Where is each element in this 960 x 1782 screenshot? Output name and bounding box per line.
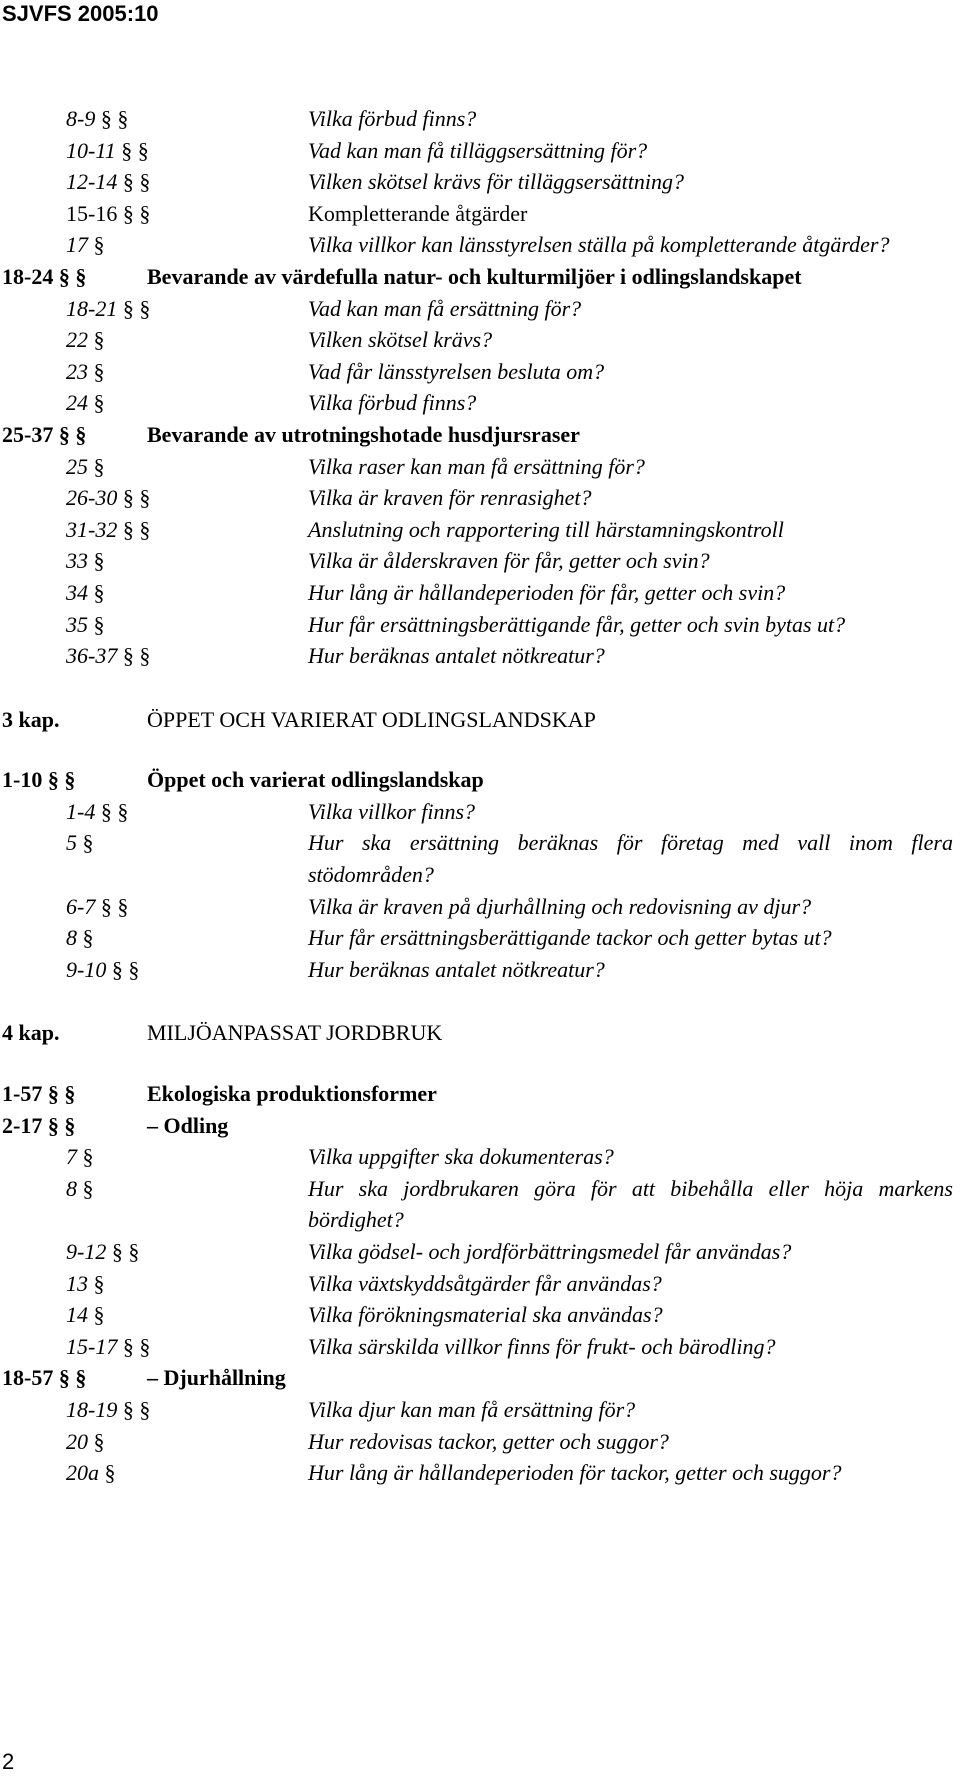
paragraph-number-text: 1-57 bbox=[2, 1081, 43, 1107]
entry-text: Vilka uppgifter ska dokumenteras? bbox=[308, 1144, 614, 1170]
section-sign-icon: § § bbox=[106, 956, 140, 982]
section-sign-icon: § bbox=[77, 1175, 94, 1201]
section-sign-icon: § bbox=[88, 390, 105, 416]
paragraph-number-text: 36-37 bbox=[66, 643, 118, 669]
entry-text: Vilka förbud finns? bbox=[308, 390, 477, 416]
entry-text: Vilka gödsel- och jordförbättringsmedel får användas? bbox=[308, 1239, 792, 1264]
toc-entry bbox=[0, 324, 960, 356]
section-sign-icon: § bbox=[88, 611, 105, 637]
entry-text: Vilka villkor finns? bbox=[308, 798, 476, 824]
paragraph-number-text: 34 bbox=[66, 579, 88, 605]
paragraph-number-text: 26-30 bbox=[66, 485, 118, 511]
toc-entry bbox=[0, 922, 960, 954]
section-sign-icon: § § bbox=[117, 169, 151, 195]
section-spacer bbox=[0, 735, 960, 764]
entry-text: Vilken skötsel krävs för tilläggsersättning? bbox=[308, 169, 684, 195]
entry-text: – Djurhållning bbox=[147, 1365, 286, 1391]
paragraph-number bbox=[66, 1173, 94, 1205]
toc-entry bbox=[0, 640, 960, 672]
paragraph-number bbox=[66, 1299, 105, 1331]
paragraph-number bbox=[66, 514, 150, 546]
section-heading bbox=[0, 764, 960, 796]
paragraph-number bbox=[66, 827, 94, 859]
paragraph-number bbox=[66, 451, 105, 483]
paragraph-number bbox=[66, 1268, 105, 1300]
toc-entry bbox=[0, 1457, 960, 1489]
section-sign-icon: § bbox=[88, 453, 105, 479]
paragraph-number-text: 9-10 bbox=[66, 956, 107, 982]
entry-text: – Odling bbox=[147, 1112, 229, 1138]
section-sign-icon: § bbox=[88, 358, 105, 384]
toc-entry bbox=[0, 135, 960, 167]
paragraph-number-text: 8 bbox=[66, 1175, 77, 1201]
paragraph-number bbox=[66, 198, 150, 230]
paragraph-number bbox=[66, 1457, 116, 1489]
toc-entry bbox=[0, 293, 960, 325]
paragraph-number bbox=[2, 1078, 75, 1110]
paragraph-number-text: 15-16 bbox=[66, 200, 118, 226]
entry-text: Vilka förökningsmaterial ska användas? bbox=[308, 1302, 663, 1328]
section-sign-icon: § bbox=[88, 579, 105, 605]
entry-text: Hur får ersättningsberättigande tackor och getter bytas ut? bbox=[308, 925, 832, 951]
paragraph-number-text: 14 bbox=[66, 1302, 88, 1328]
section-sign-icon: § § bbox=[42, 1112, 76, 1138]
paragraph-number bbox=[2, 764, 75, 796]
toc-entry bbox=[0, 1173, 960, 1236]
paragraph-number bbox=[66, 1141, 94, 1173]
paragraph-number-text: 17 bbox=[66, 232, 88, 258]
entry-text: Vilka särskilda villkor finns för frukt- och bärodling? bbox=[308, 1333, 776, 1359]
paragraph-number-text: 7 bbox=[66, 1144, 77, 1170]
toc-entry bbox=[0, 387, 960, 419]
toc-entry bbox=[0, 103, 960, 135]
paragraph-number-text: 8 bbox=[66, 925, 77, 951]
entry-text: Hur lång är hållandeperioden för får, getter och svin? bbox=[308, 579, 786, 605]
toc-entry bbox=[0, 954, 960, 986]
toc-entry bbox=[0, 1268, 960, 1300]
paragraph-number-text: 9-12 bbox=[66, 1239, 107, 1264]
paragraph-number-text: 25-37 bbox=[2, 421, 54, 447]
toc-entry bbox=[0, 1141, 960, 1173]
table-of-contents bbox=[0, 103, 960, 1489]
entry-text: Vilka raser kan man få ersättning för? bbox=[308, 453, 645, 479]
toc-entry bbox=[0, 1426, 960, 1458]
entry-text: Anslutning och rapportering till härstamningskontroll bbox=[308, 516, 784, 542]
paragraph-number bbox=[66, 229, 105, 261]
section-sign-icon: § § bbox=[95, 106, 129, 131]
section-sign-icon: § § bbox=[53, 421, 87, 447]
paragraph-number-text: 1-4 bbox=[66, 798, 96, 824]
section-spacer bbox=[0, 1049, 960, 1078]
toc-entry bbox=[0, 166, 960, 198]
entry-text: Hur ska ersättning beräknas för företag med vall inom flera stödområden? bbox=[308, 830, 953, 888]
section-heading bbox=[0, 419, 960, 451]
section-sign-icon: § § bbox=[42, 767, 76, 793]
section-sign-icon: § § bbox=[117, 643, 151, 669]
section-heading bbox=[0, 1078, 960, 1110]
section-sign-icon: § § bbox=[117, 516, 151, 542]
entry-text: Vilka växtskyddsåtgärder får användas? bbox=[308, 1270, 662, 1296]
paragraph-number-text: 3 kap. bbox=[2, 706, 60, 732]
toc-entry bbox=[0, 545, 960, 577]
entry-text: Vad kan man få ersättning för? bbox=[308, 295, 582, 321]
paragraph-number-text: 20a bbox=[66, 1460, 99, 1486]
entry-text: Vilka djur kan man få ersättning för? bbox=[308, 1396, 636, 1422]
paragraph-number bbox=[66, 545, 105, 577]
paragraph-number bbox=[66, 166, 150, 198]
section-sign-icon: § § bbox=[106, 1239, 140, 1264]
paragraph-number-text: 15-17 bbox=[66, 1333, 118, 1359]
paragraph-number-text: 4 kap. bbox=[2, 1020, 60, 1046]
entry-text: Vilka är kraven på djurhållning och redovisning av djur? bbox=[308, 893, 812, 919]
toc-entry bbox=[0, 577, 960, 609]
section-sign-icon: § § bbox=[117, 295, 151, 321]
paragraph-number-text: 10-11 bbox=[66, 137, 116, 163]
entry-text: Hur får ersättningsberättigande får, getter och svin bytas ut? bbox=[308, 611, 846, 637]
entry-text: Vilka villkor kan länsstyrelsen ställa på kompletterande åtgärder? bbox=[308, 232, 890, 258]
paragraph-number-text: 18-57 bbox=[2, 1365, 54, 1391]
toc-entry bbox=[0, 451, 960, 483]
paragraph-number bbox=[66, 1236, 139, 1268]
paragraph-number bbox=[2, 1362, 86, 1394]
paragraph-number-text: 18-21 bbox=[66, 295, 118, 321]
entry-text: Bevarande av värdefulla natur- och kulturmiljöer i odlingslandskapet bbox=[147, 263, 802, 289]
page-header-title: SJVFS 2005:10 bbox=[2, 1, 159, 26]
paragraph-number-text: 23 bbox=[66, 358, 88, 384]
paragraph-number-text: 24 bbox=[66, 390, 88, 416]
section-sign-icon: § bbox=[88, 1270, 105, 1296]
paragraph-number bbox=[66, 103, 128, 135]
entry-text: Hur lång är hållandeperioden för tackor, getter och suggor? bbox=[308, 1460, 842, 1486]
paragraph-number bbox=[2, 419, 86, 451]
paragraph-number-text: 22 bbox=[66, 327, 88, 353]
paragraph-number bbox=[66, 954, 139, 986]
paragraph-number-text: 31-32 bbox=[66, 516, 118, 542]
paragraph-number bbox=[66, 609, 105, 641]
section-sign-icon: § § bbox=[95, 893, 129, 919]
paragraph-number bbox=[66, 135, 149, 167]
section-sign-icon: § § bbox=[117, 485, 151, 511]
toc-entry bbox=[0, 1331, 960, 1363]
toc-entry bbox=[0, 827, 960, 890]
paragraph-number bbox=[66, 1394, 150, 1426]
paragraph-number-text: 20 bbox=[66, 1428, 88, 1454]
section-sign-icon: § bbox=[77, 925, 94, 951]
entry-text: Vilka förbud finns? bbox=[308, 106, 477, 131]
entry-text: Vilken skötsel krävs? bbox=[308, 327, 493, 353]
paragraph-number bbox=[2, 261, 86, 293]
section-sign-icon: § bbox=[88, 1428, 105, 1454]
section-sign-icon: § § bbox=[95, 798, 129, 824]
paragraph-number-text: 13 bbox=[66, 1270, 88, 1296]
entry-text: Vilka är ålderskraven för får, getter och svin? bbox=[308, 548, 710, 574]
paragraph-number bbox=[66, 577, 105, 609]
entry-text: Vad får länsstyrelsen besluta om? bbox=[308, 358, 605, 384]
paragraph-number bbox=[66, 796, 128, 828]
section-sign-icon: § bbox=[99, 1460, 116, 1486]
entry-text: Hur redovisas tackor, getter och suggor? bbox=[308, 1428, 669, 1454]
entry-text: ÖPPET OCH VARIERAT ODLINGSLANDSKAP bbox=[147, 706, 596, 732]
paragraph-number bbox=[66, 1331, 150, 1363]
paragraph-number bbox=[66, 922, 94, 954]
entry-text: Öppet och varierat odlingslandskap bbox=[147, 767, 484, 793]
paragraph-number-text: 35 bbox=[66, 611, 88, 637]
entry-text: Vilka är kraven för renrasighet? bbox=[308, 485, 592, 511]
entry-text: MILJÖANPASSAT JORDBRUK bbox=[147, 1020, 443, 1046]
paragraph-number bbox=[2, 1110, 75, 1142]
section-sign-icon: § § bbox=[53, 1365, 87, 1391]
section-sign-icon: § bbox=[88, 1302, 105, 1328]
entry-text: Bevarande av utrotningshotade husdjursraser bbox=[147, 421, 580, 447]
section-heading bbox=[0, 1362, 960, 1394]
section-spacer bbox=[0, 985, 960, 1017]
section-sign-icon: § § bbox=[117, 200, 151, 226]
section-sign-icon: § § bbox=[53, 263, 87, 289]
toc-entry bbox=[0, 229, 960, 261]
paragraph-number bbox=[2, 1017, 59, 1049]
toc-entry bbox=[0, 356, 960, 388]
paragraph-number bbox=[66, 293, 150, 325]
section-sign-icon: § § bbox=[117, 1396, 151, 1422]
entry-text: Hur ska jordbrukaren göra för att bibehålla eller höja markens bördighet? bbox=[308, 1175, 953, 1233]
toc-entry bbox=[0, 796, 960, 828]
toc-entry bbox=[0, 198, 960, 230]
section-sign-icon: § § bbox=[115, 137, 149, 163]
chapter-heading bbox=[0, 704, 960, 736]
paragraph-number-text: 2-17 bbox=[2, 1112, 43, 1138]
section-sign-icon: § bbox=[88, 548, 105, 574]
paragraph-number bbox=[66, 1426, 105, 1458]
section-sign-icon: § § bbox=[42, 1081, 76, 1107]
toc-entry bbox=[0, 514, 960, 546]
toc-entry bbox=[0, 1299, 960, 1331]
section-sign-icon: § bbox=[88, 232, 105, 258]
toc-entry bbox=[0, 482, 960, 514]
paragraph-number bbox=[66, 356, 105, 388]
paragraph-number-text: 8-9 bbox=[66, 106, 96, 131]
entry-text: Kompletterande åtgärder bbox=[308, 200, 528, 226]
section-sign-icon: § bbox=[77, 830, 94, 856]
page-number: 2 bbox=[2, 1749, 15, 1774]
paragraph-number-text: 25 bbox=[66, 453, 88, 479]
paragraph-number-text: 6-7 bbox=[66, 893, 96, 919]
toc-entry bbox=[0, 891, 960, 923]
entry-text: Hur beräknas antalet nötkreatur? bbox=[308, 956, 605, 982]
paragraph-number-text: 5 bbox=[66, 830, 77, 856]
chapter-heading bbox=[0, 1017, 960, 1049]
paragraph-number-text: 18-19 bbox=[66, 1396, 118, 1422]
section-sign-icon: § bbox=[88, 327, 105, 353]
entry-text: Ekologiska produktionsformer bbox=[147, 1081, 437, 1107]
paragraph-number-text: 18-24 bbox=[2, 263, 54, 289]
paragraph-number bbox=[66, 640, 150, 672]
section-sign-icon: § § bbox=[117, 1333, 151, 1359]
paragraph-number-text: 12-14 bbox=[66, 169, 118, 195]
section-heading bbox=[0, 1110, 960, 1142]
section-spacer bbox=[0, 672, 960, 704]
entry-text: Hur beräknas antalet nötkreatur? bbox=[308, 643, 605, 669]
paragraph-number bbox=[2, 704, 59, 736]
paragraph-number bbox=[66, 387, 105, 419]
paragraph-number bbox=[66, 891, 128, 923]
paragraph-number bbox=[66, 482, 150, 514]
section-heading bbox=[0, 261, 960, 293]
toc-entry bbox=[0, 1236, 960, 1268]
entry-text: Vad kan man få tilläggsersättning för? bbox=[308, 137, 648, 163]
paragraph-number-text: 1-10 bbox=[2, 767, 43, 793]
paragraph-number-text: 33 bbox=[66, 548, 88, 574]
paragraph-number bbox=[66, 324, 105, 356]
toc-entry bbox=[0, 1394, 960, 1426]
toc-entry bbox=[0, 609, 960, 641]
section-sign-icon: § bbox=[77, 1144, 94, 1170]
